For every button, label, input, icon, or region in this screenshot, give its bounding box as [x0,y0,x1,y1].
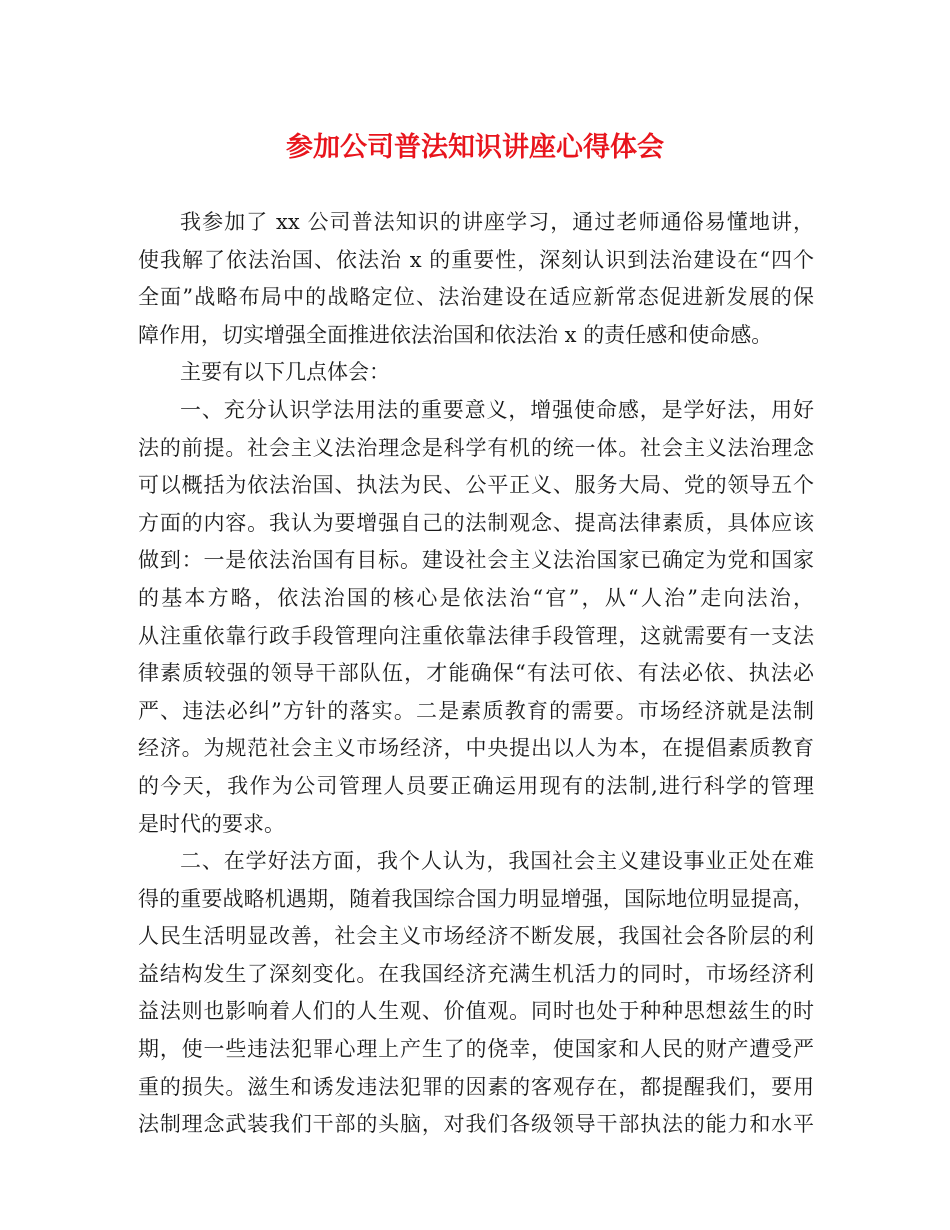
text-line: 可以概括为依法治国、执法为民、公平正义、服务大局、党的领导五个 [138,473,814,498]
text-line: 方面的内容。我认为要增强自己的法制观念、提高法律素质，具体应该 [138,510,814,535]
text-line: 是时代的要求。 [138,811,285,836]
text-line: 严、违法必纠”方针的落实。二是素质教育的需要。市场经济就是法制 [138,698,814,723]
text-line: 法的前提。社会主义法治理念是科学有机的统一体。社会主义法治理念 [138,435,814,460]
text-line: 全面”战略布局中的战略定位、法治建设在适应新常态促进新发展的保 [138,285,814,310]
text-line: 人民生活明显改善，社会主义市场经济不断发展，我国社会各阶层的利 [138,924,814,949]
text-line: 的今天，我作为公司管理人员要正确运用现有的法制,进行科学的管理 [138,773,814,798]
text-line: 经济。为规范社会主义市场经济，中央提出以人为本，在提倡素质教育 [138,736,814,761]
text-line: 二、在学好法方面，我个人认为，我国社会主义建设事业正处在难 [180,849,814,874]
text-line: 我参加了 xx 公司普法知识的讲座学习，通过老师通俗易懂地讲， [180,210,814,234]
text-line: 得的重要战略机遇期，随着我国综合国力明显增强，国际地位明显提高， [138,886,814,911]
text-line: 的基本方略，依法治国的核心是依法治“官”，从“人治”走向法治， [138,585,814,610]
text-line: 律素质较强的领导干部队伍，才能确保“有法可依、有法必依、执法必 [138,661,814,686]
text-line: 一、充分认识学法用法的重要意义，增强使命感，是学好法，用好 [180,397,814,422]
text-line: 主要有以下几点体会： [180,360,390,385]
text-line: 做到：一是依法治国有目标。建设社会主义法治国家已确定为党和国家 [138,548,814,573]
text-line: 障作用，切实增强全面推进依法治国和依法治 x 的责任感和使命感。 [138,322,773,347]
text-line: 使我解了依法治国、依法治 x 的重要性，深刻认识到法治建设在“四个 [138,247,814,272]
document-body [138,204,814,1144]
document-title: 参加公司普法知识讲座心得体会 [286,132,664,163]
text-line: 从注重依靠行政手段管理向注重依靠法律手段管理，这就需要有一支法 [138,623,814,648]
text-line: 益法则也影响着人们的人生观、价值观。同时也处于种种思想兹生的时 [138,999,814,1024]
text-line: 法制理念武装我们干部的头脑，对我们各级领导干部执法的能力和水平 [138,1112,814,1137]
text-line: 重的损失。滋生和诱发违法犯罪的因素的客观存在，都提醒我们，要用 [138,1074,814,1099]
text-line: 期，使一些违法犯罪心理上产生了的侥幸，使国家和人民的财产遭受严 [138,1037,814,1062]
text-line: 益结构发生了深刻变化。在我国经济充满生机活力的同时，市场经济利 [138,961,814,986]
